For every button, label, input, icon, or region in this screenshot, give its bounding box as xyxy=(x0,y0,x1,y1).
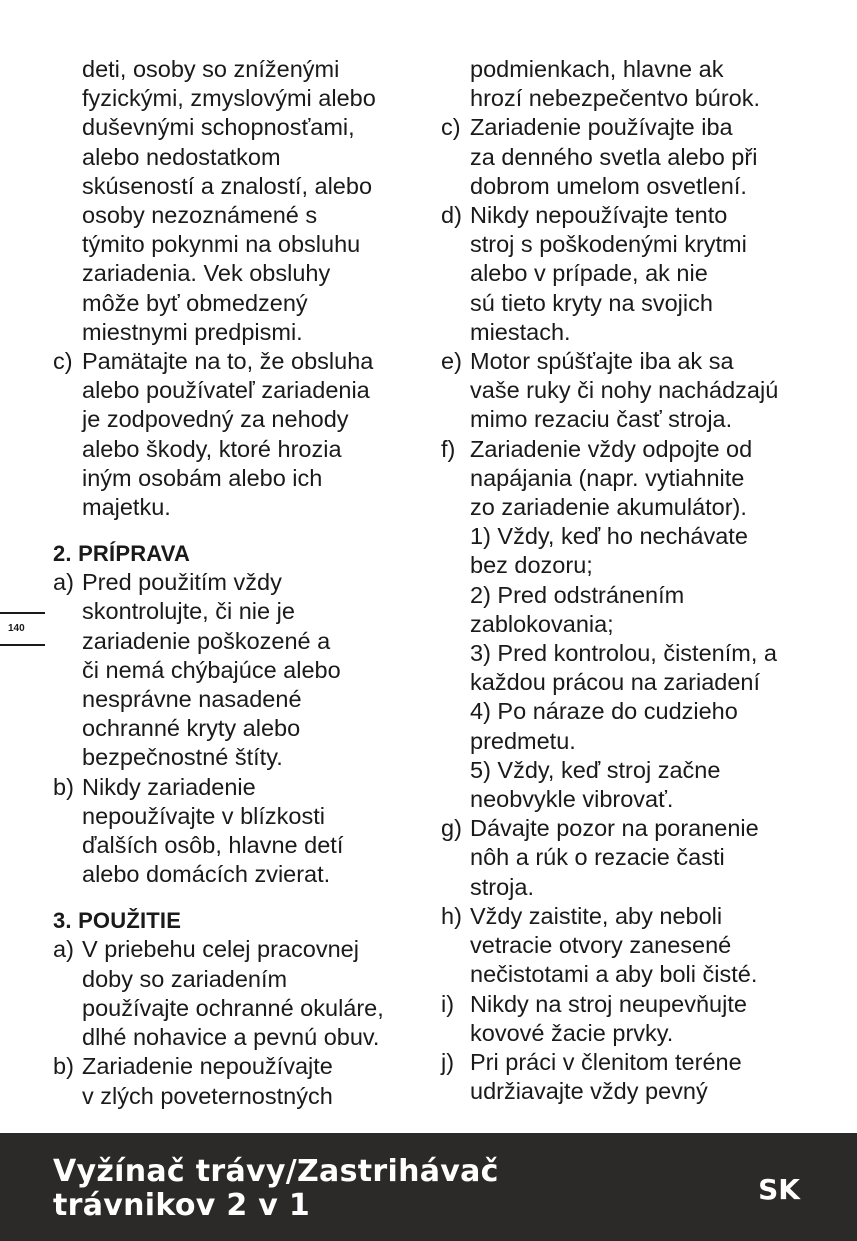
list-item-c xyxy=(53,347,431,522)
text-line: nečistotami a aby boli čisté. xyxy=(470,961,758,988)
text-line: miestach. xyxy=(470,318,571,345)
left-column xyxy=(53,55,431,1111)
section-number: 3. xyxy=(53,908,72,934)
text-line: či nemá chýbajúce alebo xyxy=(82,656,341,683)
text-line: stroj s poškodenými krytmi xyxy=(470,231,747,258)
text-line: 5) Vždy, keď stroj začne xyxy=(470,756,721,783)
list-item-a xyxy=(53,935,431,1052)
text-line: alebo škody, ktoré hrozia xyxy=(82,435,342,462)
list-marker: j) xyxy=(441,1048,455,1075)
text-line: Zariadenie vždy odpojte od xyxy=(470,435,753,462)
list-item-b xyxy=(53,773,431,890)
list-marker: b) xyxy=(53,1053,74,1080)
text-line: nesprávne nasadené xyxy=(82,686,302,713)
section-number: 2. xyxy=(53,541,72,567)
text-line: alebo nedostatkom xyxy=(82,143,281,170)
text-line: zariadenie poškozené a xyxy=(82,627,331,654)
list-marker: f) xyxy=(441,435,456,462)
list-marker: a) xyxy=(53,936,74,963)
text-line: v zlých poveternostných xyxy=(82,1082,333,1109)
text-line: ďalších osôb, hlavne detí xyxy=(82,832,344,859)
list-item-c xyxy=(441,113,821,201)
text-line: Nikdy na stroj neupevňujte xyxy=(470,990,747,1017)
text-line: 4) Po náraze do cudzieho xyxy=(470,698,738,725)
text-line: Vždy zaistite, aby neboli xyxy=(470,902,723,929)
list-item-h xyxy=(441,902,821,990)
product-title-line: Vyžínač trávy/Zastrihávač xyxy=(53,1154,499,1189)
language-code: SK xyxy=(758,1173,800,1206)
text-line: 3) Pred kontrolou, čistením, a xyxy=(470,640,777,667)
list-marker: c) xyxy=(53,348,73,375)
text-line: stroja. xyxy=(470,873,534,900)
text-line: skúseností a znalostí, alebo xyxy=(82,172,373,199)
text-line: 2) Pred odstránením xyxy=(470,581,685,608)
text-line: napájania (napr. vytiahnite xyxy=(470,464,745,491)
footer-bar xyxy=(0,1133,857,1241)
text-line: môže byť obmedzený xyxy=(82,289,308,316)
right-intro xyxy=(441,55,821,113)
text-line: osoby nezoznámené s xyxy=(82,202,318,229)
text-line: týmito pokynmi na obsluhu xyxy=(82,231,361,258)
right-column xyxy=(441,55,821,1106)
text-line: majetku. xyxy=(82,494,171,521)
text-line: hrozí nebezpečentvo búrok. xyxy=(470,85,761,112)
text-line: používajte ochranné okuláre, xyxy=(82,994,384,1021)
text-line: dobrom umelom osvetlení. xyxy=(470,172,747,199)
section-heading-pouzitie xyxy=(53,906,431,935)
text-line: duševnými schopnosťami, xyxy=(82,114,355,141)
text-line: za denného svetla alebo při xyxy=(470,143,758,170)
page-number: 140 xyxy=(0,612,45,646)
text-line: mimo rezaciu časť stroja. xyxy=(470,406,733,433)
text-line: neobvykle vibrovať. xyxy=(470,786,674,813)
text-line: Nikdy zariadenie xyxy=(82,773,256,800)
text-line: predmetu. xyxy=(470,727,576,754)
text-line: vetracie otvory zanesené xyxy=(470,932,732,959)
text-line: udržiavajte vždy pevný xyxy=(470,1078,708,1105)
text-line: deti, osoby so zníženými xyxy=(82,56,340,82)
section-title: POUŽITIE xyxy=(78,908,182,934)
list-item-g xyxy=(441,814,821,902)
text-line: miestnymi predpismi. xyxy=(82,318,303,345)
left-intro xyxy=(53,55,431,347)
text-line: je zodpovedný za nehody xyxy=(82,406,349,433)
text-line: Dávajte pozor na poranenie xyxy=(470,815,759,842)
list-marker: b) xyxy=(53,773,74,800)
text-line: podmienkach, hlavne ak xyxy=(470,56,724,82)
list-marker: h) xyxy=(441,902,462,929)
list-item-a xyxy=(53,568,431,772)
text-line: Pred použitím vždy xyxy=(82,569,282,596)
text-line: Motor spúšťajte iba ak sa xyxy=(470,348,734,375)
text-line: 1) Vždy, keď ho nechávate xyxy=(470,523,748,550)
text-line: sú tieto kryty na svojich xyxy=(470,289,713,316)
section-title: PRÍPRAVA xyxy=(78,541,191,567)
text-line: iným osobám alebo ich xyxy=(82,464,323,491)
list-item-d xyxy=(441,201,821,347)
list-item-i xyxy=(441,990,821,1048)
text-line: nôh a rúk o rezacie časti xyxy=(470,844,725,871)
text-line: alebo používateľ zariadenia xyxy=(82,377,370,404)
list-marker: a) xyxy=(53,569,74,596)
text-line: bezpečnostné štíty. xyxy=(82,744,283,771)
text-line: Pri práci v členitom teréne xyxy=(470,1048,742,1075)
text-line: zablokovania; xyxy=(470,610,614,637)
text-line: každou prácou na zariadení xyxy=(470,669,761,696)
text-line: nepoužívajte v blízkosti xyxy=(82,802,325,829)
text-line: zariadenia. Vek obsluhy xyxy=(82,260,331,287)
product-title-line: trávnikov 2 v 1 xyxy=(53,1188,311,1223)
list-marker: g) xyxy=(441,815,462,842)
text-line: zo zariadenie akumulátor). xyxy=(470,494,747,521)
list-item-b xyxy=(53,1052,431,1110)
text-line: kovové žacie prvky. xyxy=(470,1019,674,1046)
list-marker: d) xyxy=(441,202,462,229)
text-line: skontrolujte, či nie je xyxy=(82,598,295,625)
text-line: Nikdy nepoužívajte tento xyxy=(470,202,728,229)
text-line: V priebehu celej pracovnej xyxy=(82,936,359,963)
list-item-f xyxy=(441,435,821,815)
text-line: alebo v prípade, ak nie xyxy=(470,260,708,287)
list-item-e xyxy=(441,347,821,435)
list-marker: i) xyxy=(441,990,455,1017)
section-heading-priprava xyxy=(53,539,431,568)
text-line: ochranné kryty alebo xyxy=(82,715,301,742)
text-line: dlhé nohavice a pevnú obuv. xyxy=(82,1024,380,1051)
list-marker: c) xyxy=(441,114,461,141)
text-line: Zariadenie nepoužívajte xyxy=(82,1053,333,1080)
list-marker: e) xyxy=(441,348,462,375)
text-line: vaše ruky či nohy nachádzajú xyxy=(470,377,779,404)
text-line: bez dozoru; xyxy=(470,552,593,579)
product-title xyxy=(53,1155,573,1223)
text-line: Zariadenie používajte iba xyxy=(470,114,733,141)
list-item-j xyxy=(441,1048,821,1106)
text-line: Pamätajte na to, že obsluha xyxy=(82,348,374,375)
text-line: alebo domácích zvierat. xyxy=(82,861,331,888)
text-line: doby so zariadením xyxy=(82,965,288,992)
text-line: fyzickými, zmyslovými alebo xyxy=(82,85,376,112)
